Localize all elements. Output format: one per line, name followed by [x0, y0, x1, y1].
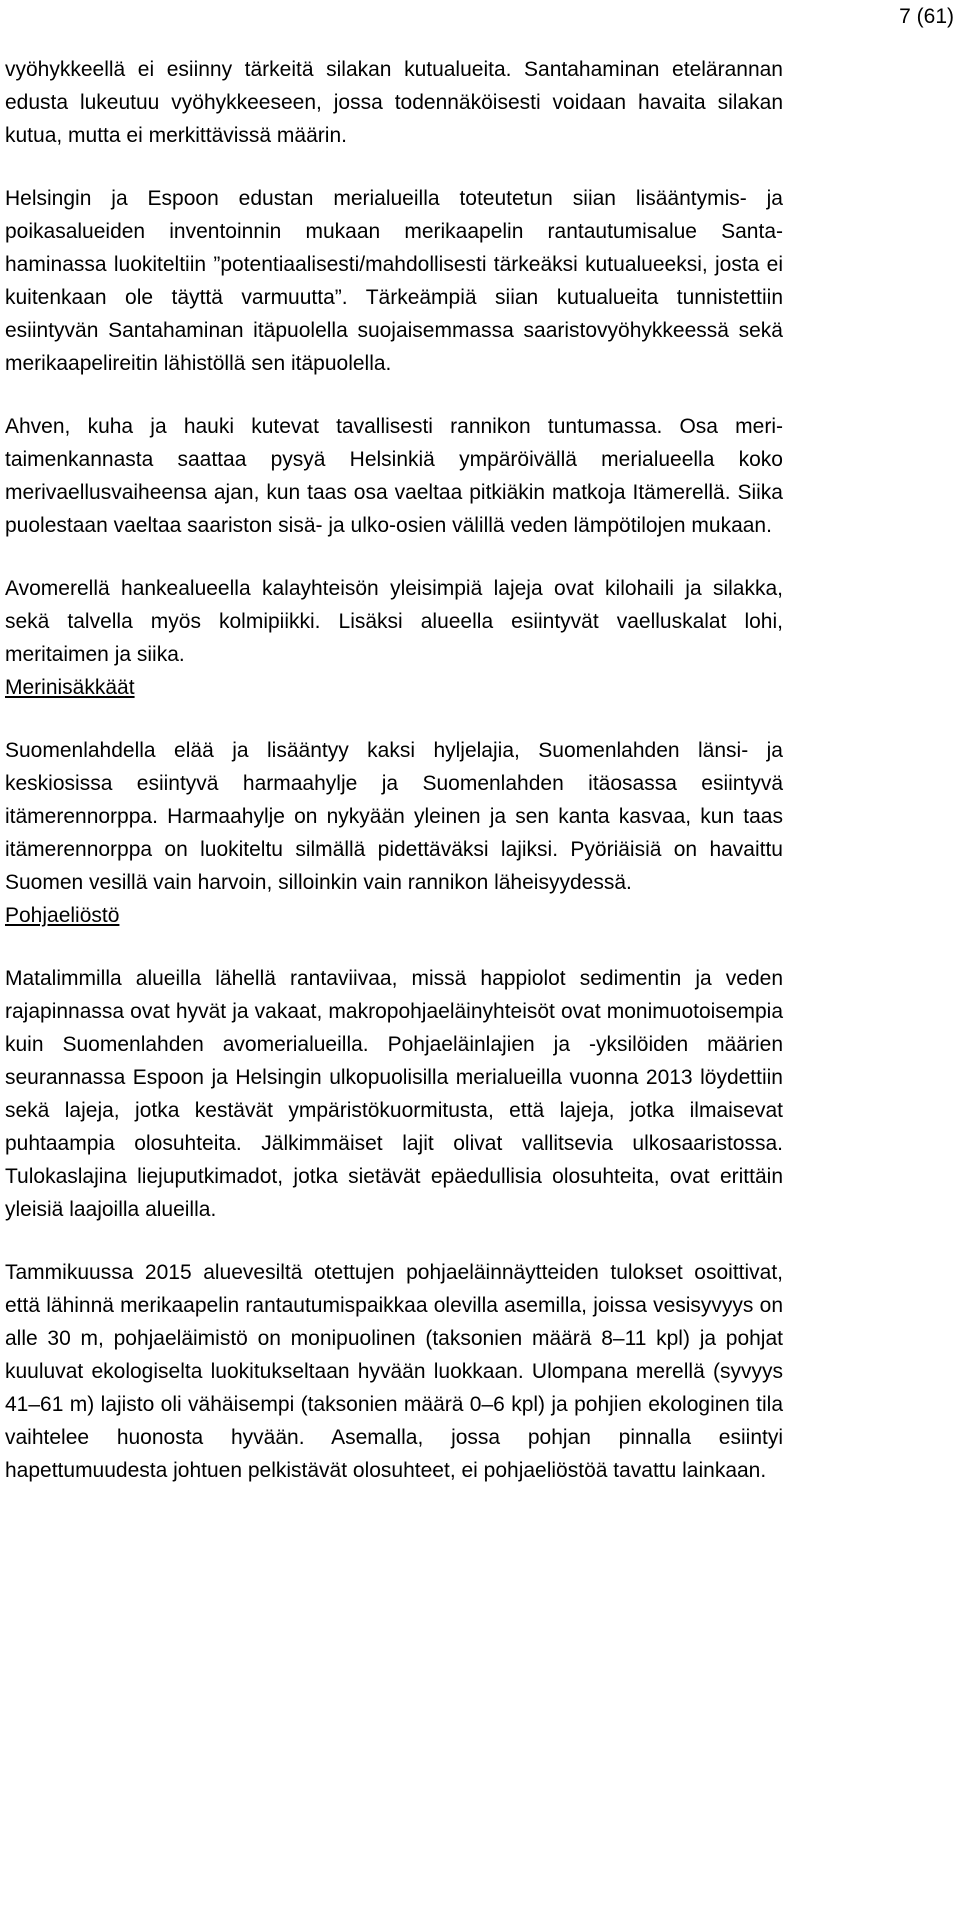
paragraph-benthic-communities: Matalimmilla alueilla lähellä rantaviivaa, missä happiolot sedimentin ja veden rajapinnassa ovat hyvät ja vakaat, makropohjaeläinyhteisöt ovat monimuotoisempia kuin Suomenlahden avomerialueilla. Pohjaeläinlajien ja -yksilöiden määrien seurannassa Espoon ja Helsingin ulkopuolisilla merialueilla vuonna 2013 löydettiin sekä lajeja, jotka kestävät ympäristökuormitusta, että lajeja, jotka ilmaisevat puhtaampia olosuhteita. Jälkimmäiset lajit olivat vallitsevia ulkosaaristossa. Tulokaslajina liejuputkimadot, jotka sietävät epäedullisia olosuhteita, ovat erittäin yleisiä laajoilla alueilla. [5, 967, 783, 1221]
paragraph-perch-pikeperch-pike: Ahven, kuha ja hauki kutevat tavallisesti rannikon tuntumassa. Osa meritaimenkannasta saattaa pysyä Helsinkiä ympäröivällä merialueella koko merivaellusvaiheensa ajan, kun taas osa vaeltaa pitkiäkin matkoja Itämerellä. Siika puolestaan vaeltaa saariston sisä- ja ulko-osien välillä veden lämpötilojen mukaan. [5, 415, 783, 537]
section-heading-marine-mammals: Merinisäkkäät [5, 676, 135, 699]
section-heading-benthic-fauna: Pohjaeliöstö [5, 904, 120, 927]
paragraph-whitefish-spawning: Helsingin ja Espoon edustan merialueilla toteutetun siian lisääntymis- ja poikasalueiden inventoinnin mukaan merikaapelin rantautumisalue Santahaminassa luokiteltiin ”potentiaalisesti/mahdollisesti tärkeäksi kutualueeksi, josta ei kuitenkaan ole täyttä varmuutta”. Tärkeämpiä siian kutualueita tunnistettiin esiintyvän Santahaminan itäpuolella suojaisemmassa saaristovyöhykkeessä sekä merikaapelireitin lähistöllä sen itäpuolella. [5, 187, 783, 375]
document-body [5, 53, 783, 1487]
paragraph-open-sea-fish: Avomerellä hankealueella kalayhteisön yleisimpiä lajeja ovat kilohaili ja silakka, sekä talvella myös kolmipiikki. Lisäksi alueella esiintyvät vaelluskalat lohi, meritaimen ja siika. [5, 577, 783, 666]
paragraph-seals: Suomenlahdella elää ja lisääntyy kaksi hyljelajia, Suomenlahden länsi- ja keskiosissa esiintyvä harmaahylje ja Suomenlahden itäosassa esiintyvä itämerennorppa. Harmaahylje on nykyään yleinen ja sen kanta kasvaa, kun taas itämerennorppa on luokiteltu silmällä pidettäväksi lajiksi. Pyöriäisiä on havaittu Suomen vesillä vain harvoin, silloinkin vain rannikon läheisyydessä. [5, 739, 783, 894]
page-number: 7 (61) [899, 5, 954, 28]
paragraph-benthic-sampling-2015: Tammikuussa 2015 aluevesiltä otettujen pohjaeläinnäytteiden tulokset osoittivat, että lähinnä merikaapelin rantautumispaikkaa olevilla asemilla, joissa vesisyvyys on alle 30 m, pohjaeläimistö on monipuolinen (taksonien määrä 8–11 kpl) ja pohjat kuuluvat ekologiselta luokitukseltaan hyvään luokkaan. Ulompana merellä (syvyys 41–61 m) lajisto oli vähäisempi (taksonien määrä 0–6 kpl) ja pohjien ekologinen tila vaihtelee huonosta hyvään. Asemalla, jossa pohjan pinnalla esiintyi hapettumuudesta johtuen pelkistävät olosuhteet, ei pohjaeliöstöä tavattu lainkaan. [5, 1261, 783, 1482]
paragraph-herring-spawning: vyöhykkeellä ei esiinny tärkeitä silakan kutualueita. Santahaminan etelärannan edusta lukeutuu vyöhykkeeseen, jossa todennäköisesti voidaan havaita silakan kutua, mutta ei merkittävissä määrin. [5, 58, 783, 147]
